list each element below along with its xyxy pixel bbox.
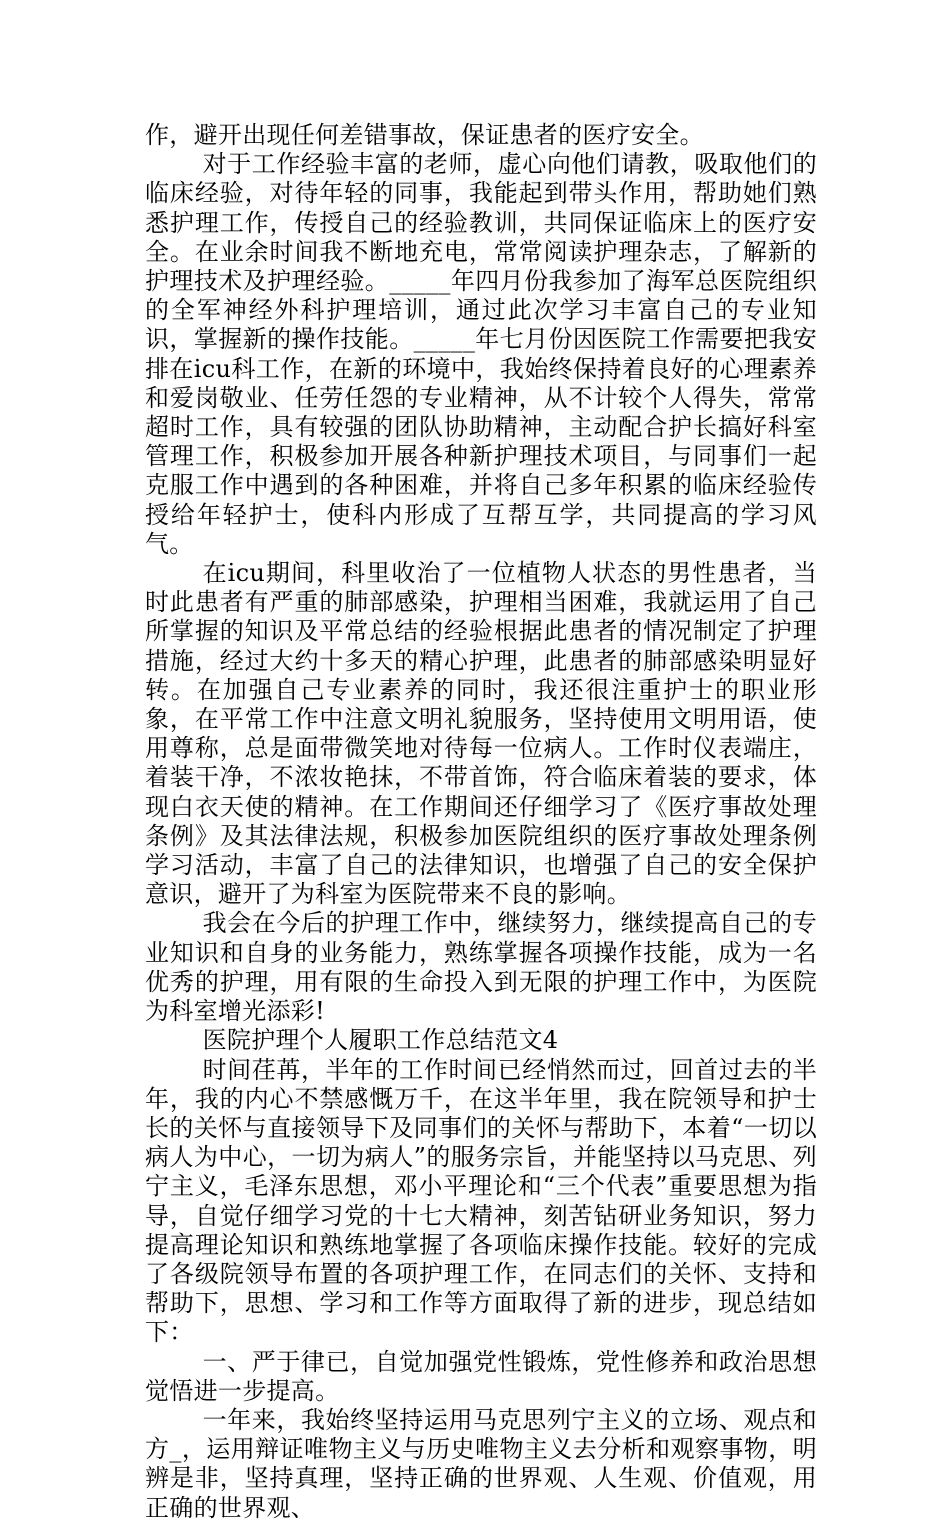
paragraph-year-review: 一年来，我始终坚持运用马克思列宁主义的立场、观点和方_，运用辩证唯物主义与历史唯物主义去分析和观察事物，明辨是非，坚持真理，坚持正确的世界观、人生观、价值观，用正确的世界观、	[145, 1405, 817, 1522]
paragraph-summary-intro: 时间荏苒，半年的工作时间已经悄然而过，回首过去的半年，我的内心不禁感慨万千，在这半年里，我在院领导和护士长的关怀与直接领导下及同事们的关怀与帮助下，本着“一切以病人为中心，一切为病人”的服务宗旨，并能坚持以马克思、列宁主义，毛泽东思想，邓小平理论和“三个代表”重要思想为指导，自觉仔细学习党的十七大精神，刻苦钻研业务知识，努力提高理论知识和熟练地掌握了各项临床操作技能。较好的完成了各级院领导布置的各项护理工作，在同志们的关怀、支持和帮助下，思想、学习和工作等方面取得了新的进步，现总结如下：	[145, 1055, 817, 1347]
paragraph-continuation: 作，避开出现任何差错事故，保证患者的医疗安全。	[145, 121, 704, 149]
section-title: 医院护理个人履职工作总结范文4	[202, 1026, 559, 1055]
paragraph-icu: 在icu期间，科里收治了一位植物人状态的男性患者，当时此患者有严重的肺部感染，护理相当困难，我就运用了自己所掌握的知识及平常总结的经验根据此患者的情况制定了护理措施，经过大约十多天的精心护理，此患者的肺部感染明显好转。在加强自己专业素养的同时，我还很注重护士的职业形象，在平常工作中注意文明礼貌服务，坚持使用文明用语，使用尊称，总是面带微笑地对待每一位病人。工作时仪表端庄，着装干净，不浓妆艳抹，不带首饰，符合临床着装的要求，体现白衣天使的精神。在工作期间还仔细学习了《医疗事故处理条例》及其法律法规，积极参加医院组织的医疗事故处理条例学习活动，丰富了自己的法律知识，也增强了自己的安全保护意识，避开了为科室为医院带来不良的影响。	[145, 559, 817, 909]
document-page	[145, 121, 817, 1523]
paragraph-point-one: 一、严于律已，自觉加强党性锻炼，党性修养和政治思想觉悟进一步提高。	[145, 1347, 817, 1405]
paragraph-future: 我会在今后的护理工作中，继续努力，继续提高自己的专业知识和自身的业务能力，熟练掌握各项操作技能，成为一名优秀的护理，用有限的生命投入到无限的护理工作中，为医院为科室增光添彩!	[145, 909, 817, 1026]
paragraph-experience: 对于工作经验丰富的老师，虚心向他们请教，吸取他们的临床经验，对待年轻的同事，我能起到带头作用，帮助她们熟悉护理工作，传授自己的经验教训，共同保证临床上的医疗安全。在业余时间我不断地充电，常常阅读护理杂志，了解新的护理技术及护理经验。_____年四月份我参加了海军总医院组织的全军神经外科护理培训，通过此次学习丰富自己的专业知识，掌握新的操作技能。_____年七月份因医院工作需要把我安排在icu科工作，在新的环境中，我始终保持着良好的心理素养和爱岗敬业、任劳任怨的专业精神，从不计较个人得失，常常超时工作，具有较强的团队协助精神，主动配合护长搞好科室管理工作，积极参加开展各种新护理技术项目，与同事们一起克服工作中遇到的各种困难，并将自己多年积累的临床经验传授给年轻护士，使科内形成了互帮互学，共同提高的学习风气。	[145, 150, 817, 558]
